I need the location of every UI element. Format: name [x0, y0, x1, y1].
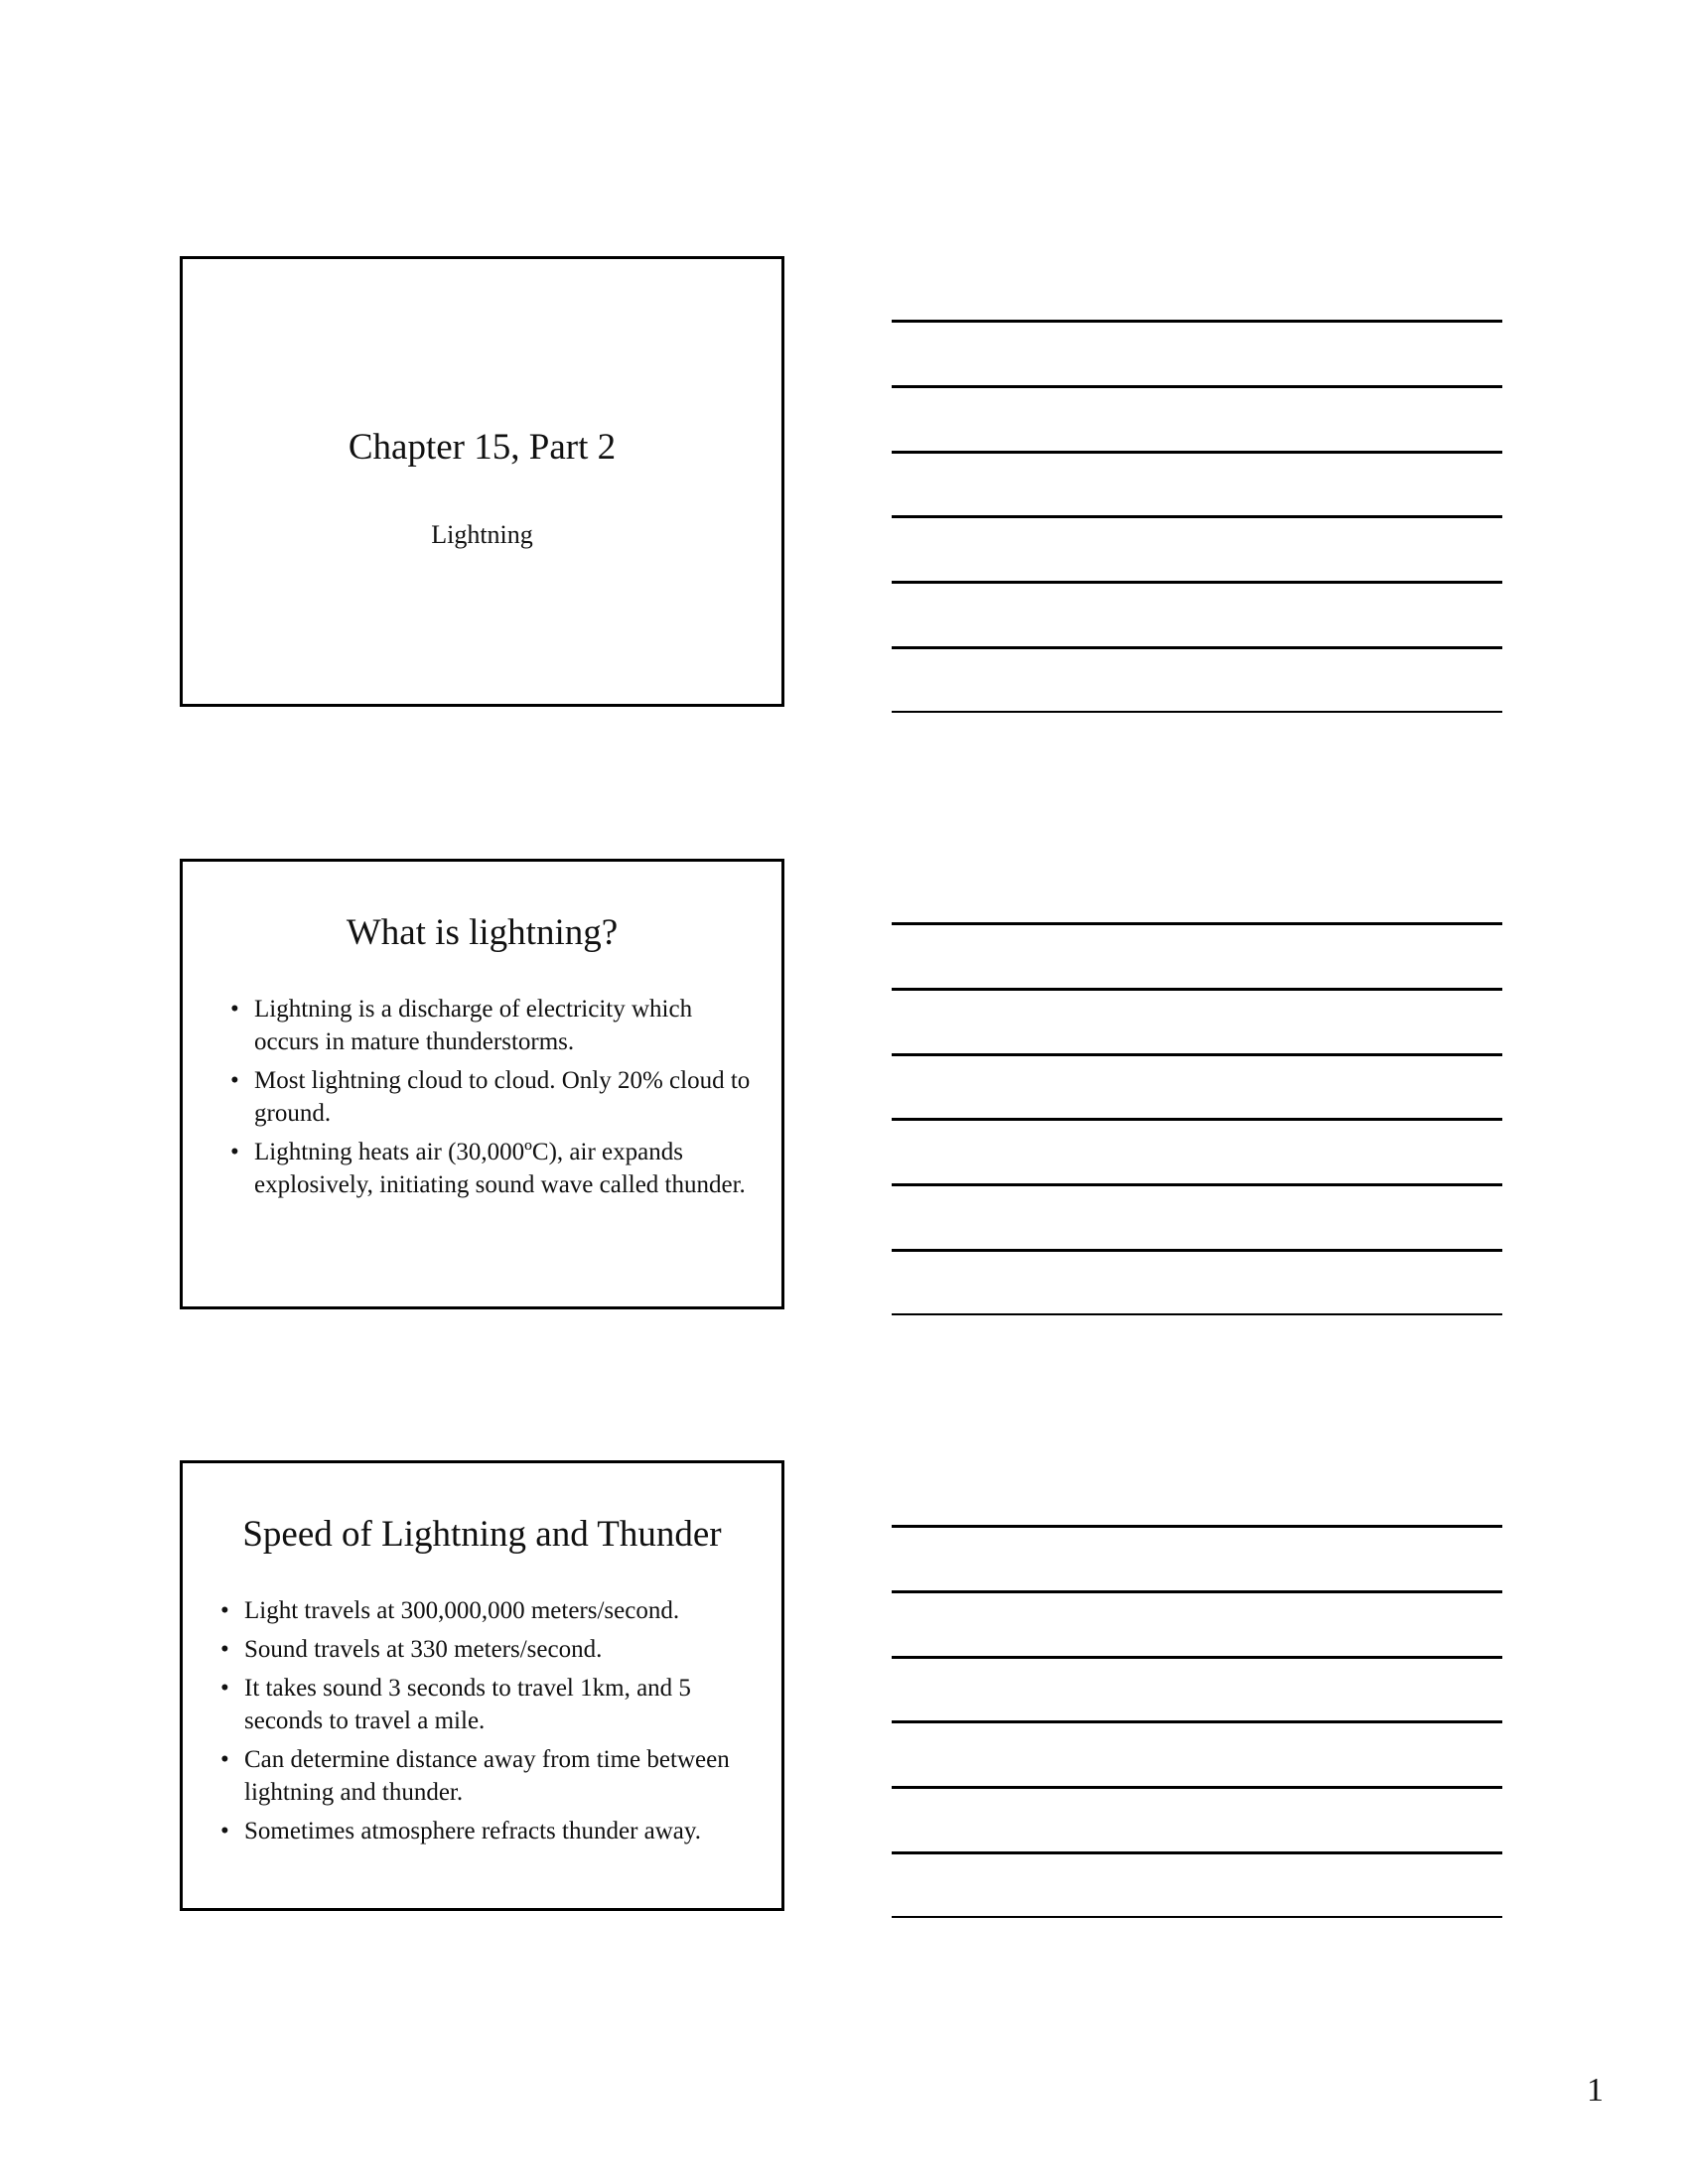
note-line [892, 1313, 1502, 1315]
note-line [892, 1183, 1502, 1186]
note-line [892, 1118, 1502, 1121]
note-line [892, 988, 1502, 991]
note-line [892, 515, 1502, 518]
bullet-icon: • [230, 1067, 239, 1094]
note-line [892, 451, 1502, 454]
bullet-text: Sound travels at 330 meters/second. [244, 1636, 603, 1663]
bullet-item [220, 1672, 757, 1737]
slide-title: What is lightning? [346, 912, 619, 953]
note-line [892, 922, 1502, 925]
slide-title: Chapter 15, Part 2 [348, 427, 617, 468]
bullet-item [230, 1136, 752, 1201]
bullet-list [230, 993, 752, 1207]
bullet-item [230, 1064, 752, 1130]
bullet-item [220, 1594, 757, 1627]
bullet-list [220, 1594, 757, 1853]
bullet-text: Light travels at 300,000,000 meters/second. [244, 1597, 680, 1624]
bullet-icon: • [220, 1818, 229, 1844]
bullet-icon: • [220, 1675, 229, 1702]
bullet-icon: • [220, 1746, 229, 1773]
slide-1 [180, 256, 784, 707]
note-line [892, 1720, 1502, 1723]
note-line [892, 1590, 1502, 1593]
note-line [892, 385, 1502, 388]
bullet-item [230, 993, 752, 1058]
slide-3 [180, 1460, 784, 1911]
note-line [892, 581, 1502, 584]
bullet-icon: • [230, 1139, 239, 1165]
bullet-item [220, 1633, 757, 1666]
bullet-icon: • [220, 1636, 229, 1663]
note-line [892, 1916, 1502, 1918]
bullet-text: Sometimes atmosphere refracts thunder away. [244, 1818, 702, 1844]
note-line [892, 1786, 1502, 1789]
bullet-text: Most lightning cloud to cloud. Only 20% cloud to ground. [254, 1067, 751, 1127]
note-line [892, 1851, 1502, 1854]
bullet-icon: • [230, 996, 239, 1023]
bullet-item [220, 1815, 757, 1847]
bullet-text: Can determine distance away from time between lightning and thunder. [244, 1746, 730, 1806]
note-line [892, 1656, 1502, 1659]
bullet-item [220, 1743, 757, 1809]
note-line [892, 1249, 1502, 1252]
note-line [892, 1525, 1502, 1528]
slide-subtitle: Lightning [431, 520, 533, 549]
slide-title: Speed of Lightning and Thunder [242, 1514, 722, 1555]
note-line [892, 711, 1502, 713]
bullet-text: Lightning is a discharge of electricity which occurs in mature thunderstorms. [254, 996, 693, 1055]
slide-2 [180, 859, 784, 1309]
note-line [892, 1053, 1502, 1056]
note-line [892, 646, 1502, 649]
note-line [892, 320, 1502, 323]
page-number: 1 [1587, 2072, 1604, 2109]
bullet-text: Lightning heats air (30,000ºC), air expands explosively, initiating sound wave called thunder. [254, 1139, 746, 1198]
bullet-text: It takes sound 3 seconds to travel 1km, and 5 seconds to travel a mile. [244, 1675, 691, 1734]
bullet-icon: • [220, 1597, 229, 1624]
